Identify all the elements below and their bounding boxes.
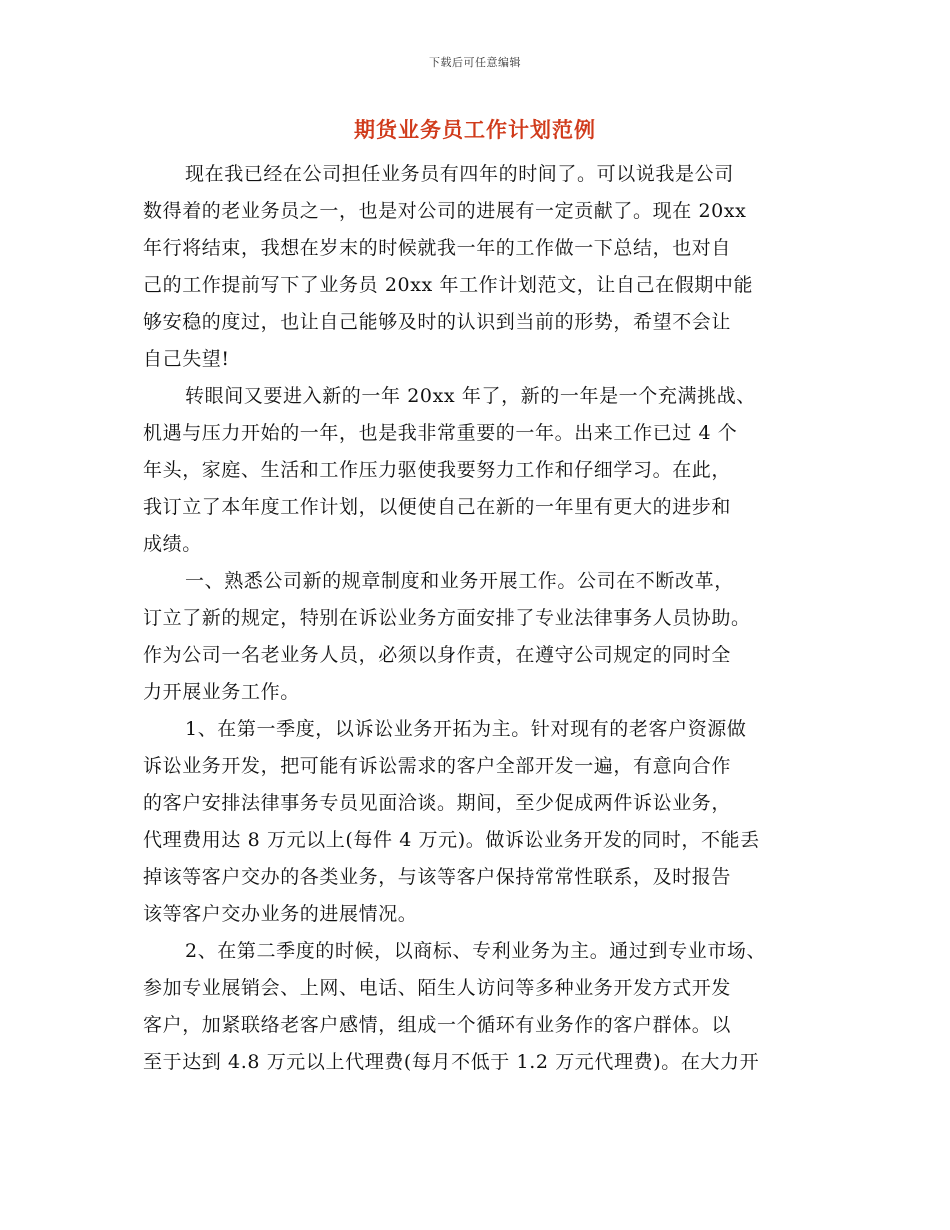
text-line: 2、在第二季度的时候，以商标、专利业务为主。通过到专业市场、 (185, 940, 767, 962)
document-title: 期货业务员工作计划范例 (354, 117, 596, 142)
paragraph-new-year (143, 378, 803, 563)
text-line: 成绩。 (143, 533, 202, 555)
text-line: 力开展业务工作。 (143, 681, 300, 703)
text-line: 1、在第一季度，以诉讼业务开拓为主。针对现有的老客户资源做 (185, 718, 747, 740)
text-line: 够安稳的度过，也让自己能够及时的认识到当前的形势，希望不会让 (143, 311, 732, 333)
text-line: 数得着的老业务员之一，也是对公司的进展有一定贡献了。现在 20xx (143, 200, 747, 222)
text-line: 该等客户交办业务的进展情况。 (143, 903, 418, 925)
text-line: 转眼间又要进入新的一年 20xx 年了，新的一年是一个充满挑战、 (185, 385, 756, 407)
paragraph-intro (143, 156, 803, 378)
text-line: 现在我已经在公司担任业务员有四年的时间了。可以说我是公司 (185, 163, 734, 185)
text-line: 我订立了本年度工作计划，以便使自己在新的一年里有更大的进步和 (143, 496, 732, 518)
text-line: 己的工作提前写下了业务员 20xx 年工作计划范文，让自己在假期中能 (143, 274, 754, 296)
text-line: 客户，加紧联络老客户感情，组成一个循环有业务作的客户群体。以 (143, 1014, 732, 1036)
text-line: 掉该等客户交办的各类业务，与该等客户保持常常性联系，及时报告 (143, 866, 732, 888)
text-line: 订立了新的规定，特别在诉讼业务方面安排了专业法律事务人员协助。 (143, 607, 751, 629)
text-line: 的客户安排法律事务专员见面洽谈。期间，至少促成两件诉讼业务， (143, 792, 732, 814)
text-line: 诉讼业务开发，把可能有诉讼需求的客户全部开发一遍，有意向合作 (143, 755, 732, 777)
document-body (143, 156, 803, 1081)
text-line: 参加专业展销会、上网、电话、陌生人访问等多种业务开发方式开发 (143, 977, 732, 999)
paragraph-section-one (143, 563, 803, 711)
paragraph-second-quarter (143, 933, 803, 1081)
text-line: 作为公司一名老业务人员，必须以身作责，在遵守公司规定的同时全 (143, 644, 732, 666)
text-line: 代理费用达 8 万元以上(每件 4 万元)。做诉讼业务开发的同时，不能丢 (143, 829, 760, 851)
text-line: 一、熟悉公司新的规章制度和业务开展工作。公司在不断改革， (185, 570, 734, 592)
text-line: 至于达到 4.8 万元以上代理费(每月不低于 1.2 万元代理费)。在大力开 (143, 1051, 760, 1073)
paragraph-first-quarter (143, 711, 803, 933)
text-line: 自己失望! (143, 348, 230, 370)
text-line: 机遇与压力开始的一年，也是我非常重要的一年。出来工作已过 4 个 (143, 422, 738, 444)
page-header-note: 下载后可任意编辑 (429, 56, 521, 69)
text-line: 年头，家庭、生活和工作压力驱使我要努力工作和仔细学习。在此， (143, 459, 732, 481)
text-line: 年行将结束，我想在岁末的时候就我一年的工作做一下总结，也对自 (143, 237, 732, 259)
